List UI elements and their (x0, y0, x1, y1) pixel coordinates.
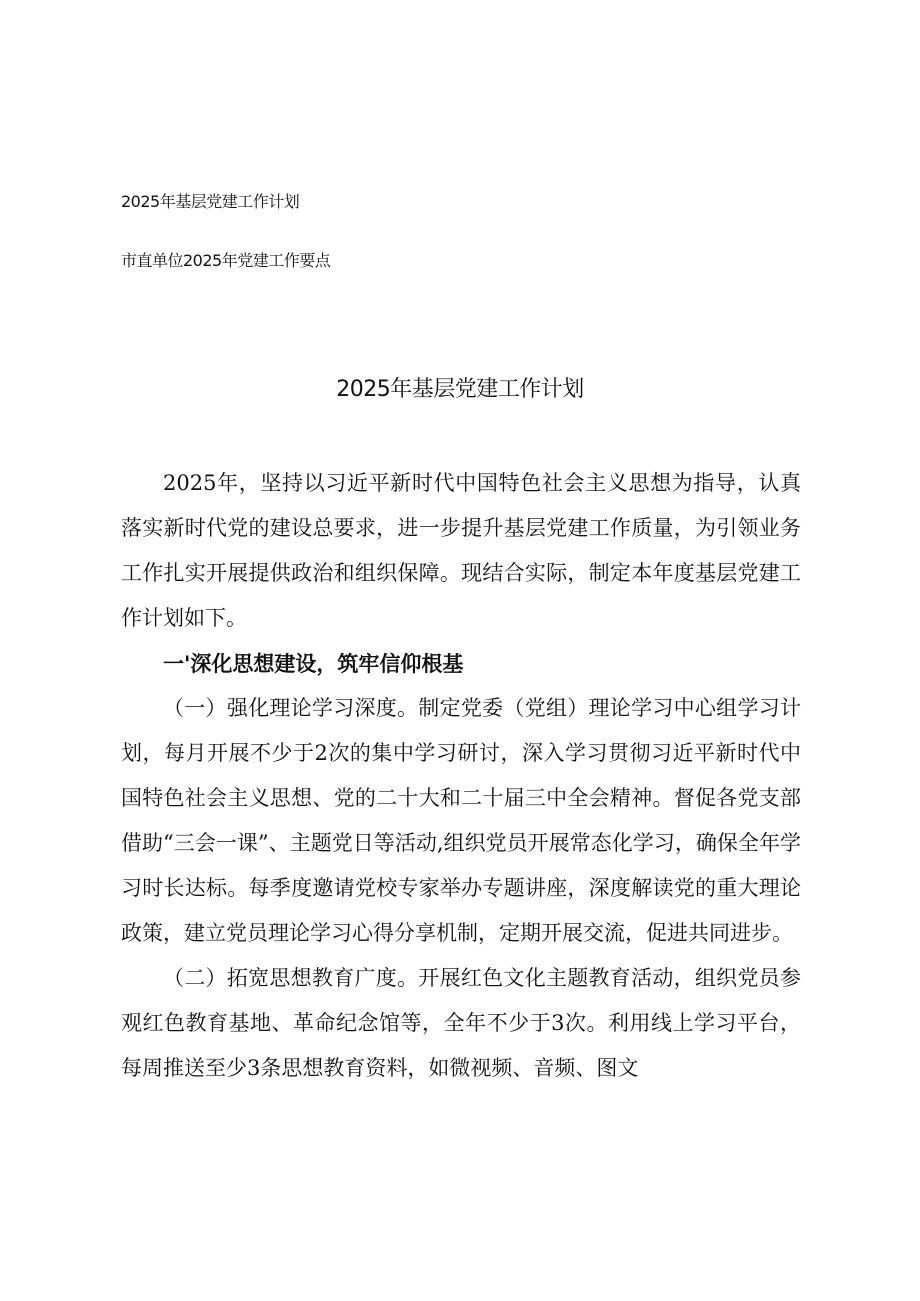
section-heading: 一'深化思想建设，筑牢信仰根基 (163, 651, 464, 676)
toc-item-work-plan[interactable]: 2025年基层党建工作计划 (121, 192, 300, 211)
intro-paragraph: 2025年，坚持以习近平新时代中国特色社会主义思想为指导，认真落实新时代党的建设总要求，进一步提升基层党建工作质量，为引领业务工作扎实开展提供政治和组织保障。现结合实际，制定本年度基层党建工作计划如下。 (121, 471, 801, 630)
body-paragraph: （二）拓宽思想教育广度。开展红色文化主题教育活动，组织党员参观红色教育基地、革命纪念馆等，全年不少于3次。利用线上学习平台，每周推送至少3条思想教育资料，如微视频、音频、图文 (121, 966, 801, 1080)
toc-item-work-points[interactable]: 市直单位2025年党建工作要点 (121, 251, 331, 270)
document-title: 2025年基层党建工作计划 (336, 377, 584, 402)
document-body (121, 461, 801, 1091)
body-paragraph: （一）强化理论学习深度。制定党委（党组）理论学习中心组学习计划，每月开展不少于2次的集中学习研讨，深入学习贯彻习近平新时代中国特色社会主义思想、党的二十大和二十届三中全会精神。督促各党支部借助“三会一课”、主题党日等活动,组织党员开展常态化学习，确保全年学习时长达标。每季度邀请党校专家举办专题讲座，深度解读党的重大理论政策，建立党员理论学习心得分享机制，定期开展交流，促进共同进步。 (121, 696, 801, 945)
